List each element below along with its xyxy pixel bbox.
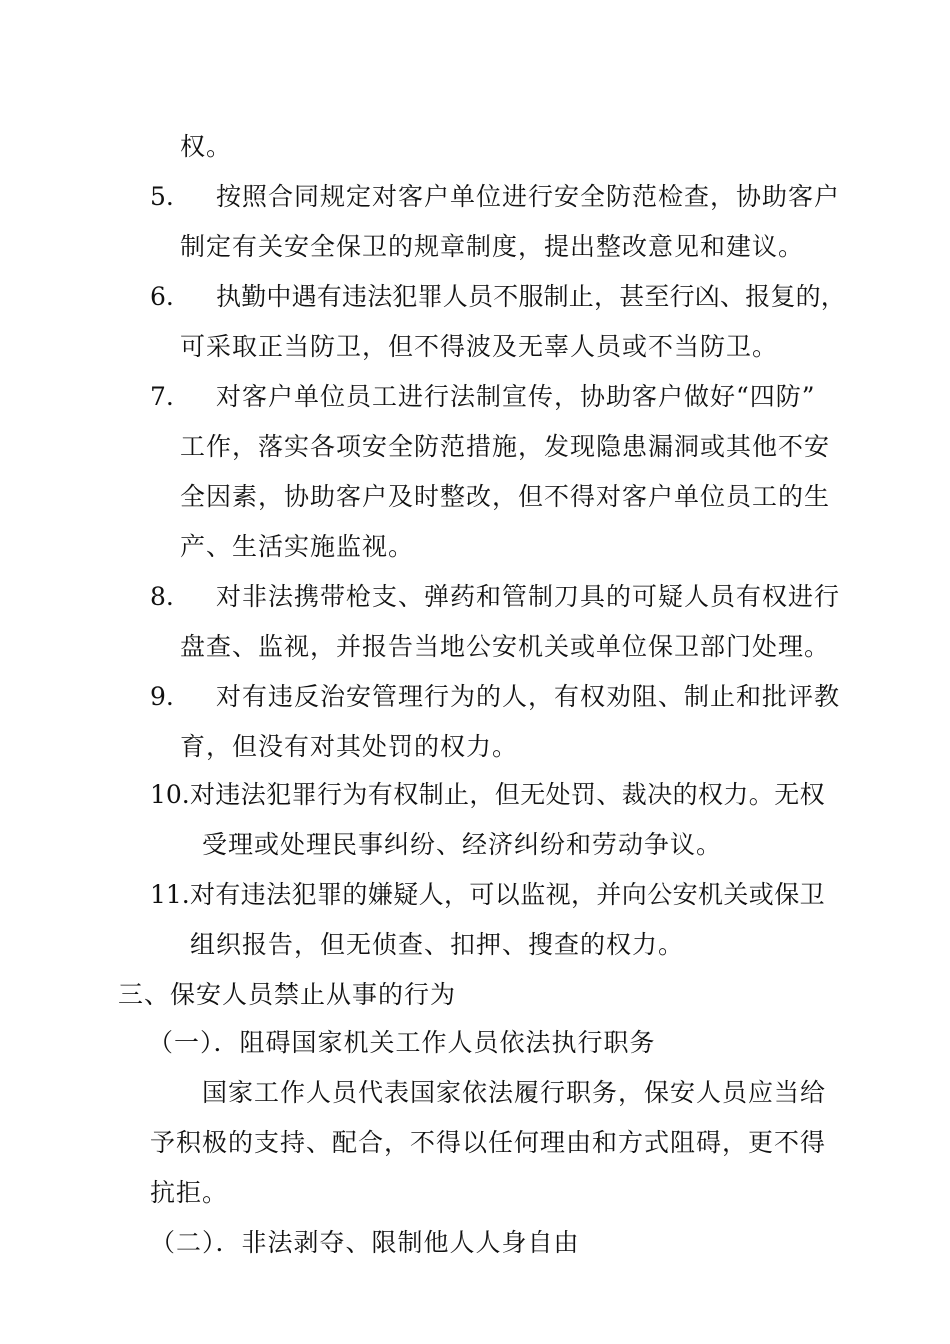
item-number: 8. <box>150 582 174 611</box>
paragraph-line: 予积极的支持、配合，不得以任何理由和方式阻碍，更不得 <box>150 1128 827 1157</box>
continuation-text: 权。 <box>180 132 233 161</box>
item-text: 产、生活实施监视。 <box>180 532 415 561</box>
item-text: 育，但没有对其处罚的权力。 <box>180 732 519 761</box>
item-number: 9. <box>150 682 174 711</box>
section-heading: 三、保安人员禁止从事的行为 <box>118 980 457 1009</box>
item-number: 11. <box>150 880 190 909</box>
item-text: 可采取正当防卫，但不得波及无辜人员或不当防卫。 <box>180 332 779 361</box>
paragraph-line: 抗拒。 <box>150 1178 229 1207</box>
item-text: 制定有关安全保卫的规章制度，提出整改意见和建议。 <box>180 232 805 261</box>
item-number: 5. <box>150 182 174 211</box>
item-text: 盘查、监视，并报告当地公安机关或单位保卫部门处理。 <box>180 632 831 661</box>
item-text: 执勤中遇有违法犯罪人员不服制止，甚至行凶、报复的， <box>216 282 847 311</box>
paragraph-line: 国家工作人员代表国家依法履行职务，保安人员应当给 <box>202 1078 827 1107</box>
item-text: 受理或处理民事纠纷、经济纠纷和劳动争议。 <box>202 830 723 859</box>
item-text: 对违法犯罪行为有权制止，但无处罚、裁决的权力。无权 <box>190 780 826 809</box>
item-text: 按照合同规定对客户单位进行安全防范检查，协助客户 <box>216 182 841 211</box>
subsection-heading: （二）．非法剥夺、限制他人人身自由 <box>150 1228 580 1257</box>
item-number: 10. <box>150 780 190 809</box>
item-number: 7. <box>150 382 174 411</box>
item-number: 6. <box>150 282 174 311</box>
item-text: 对非法携带枪支、弹药和管制刀具的可疑人员有权进行 <box>216 582 841 611</box>
item-text: 对有违反治安管理行为的人，有权劝阻、制止和批评教 <box>216 682 841 711</box>
item-text: 全因素，协助客户及时整改，但不得对客户单位员工的生 <box>180 482 831 511</box>
item-text: 工作，落实各项安全防范措施，发现隐患漏洞或其他不安 <box>180 432 831 461</box>
item-text: 对有违法犯罪的嫌疑人，可以监视，并向公安机关或保卫 <box>190 880 826 909</box>
item-text: 对客户单位员工进行法制宣传，协助客户做好“四防” <box>216 382 816 411</box>
item-text: 组织报告，但无侦查、扣押、搜查的权力。 <box>190 930 685 959</box>
subsection-heading: （一）．阻碍国家机关工作人员依法执行职务 <box>148 1028 656 1057</box>
